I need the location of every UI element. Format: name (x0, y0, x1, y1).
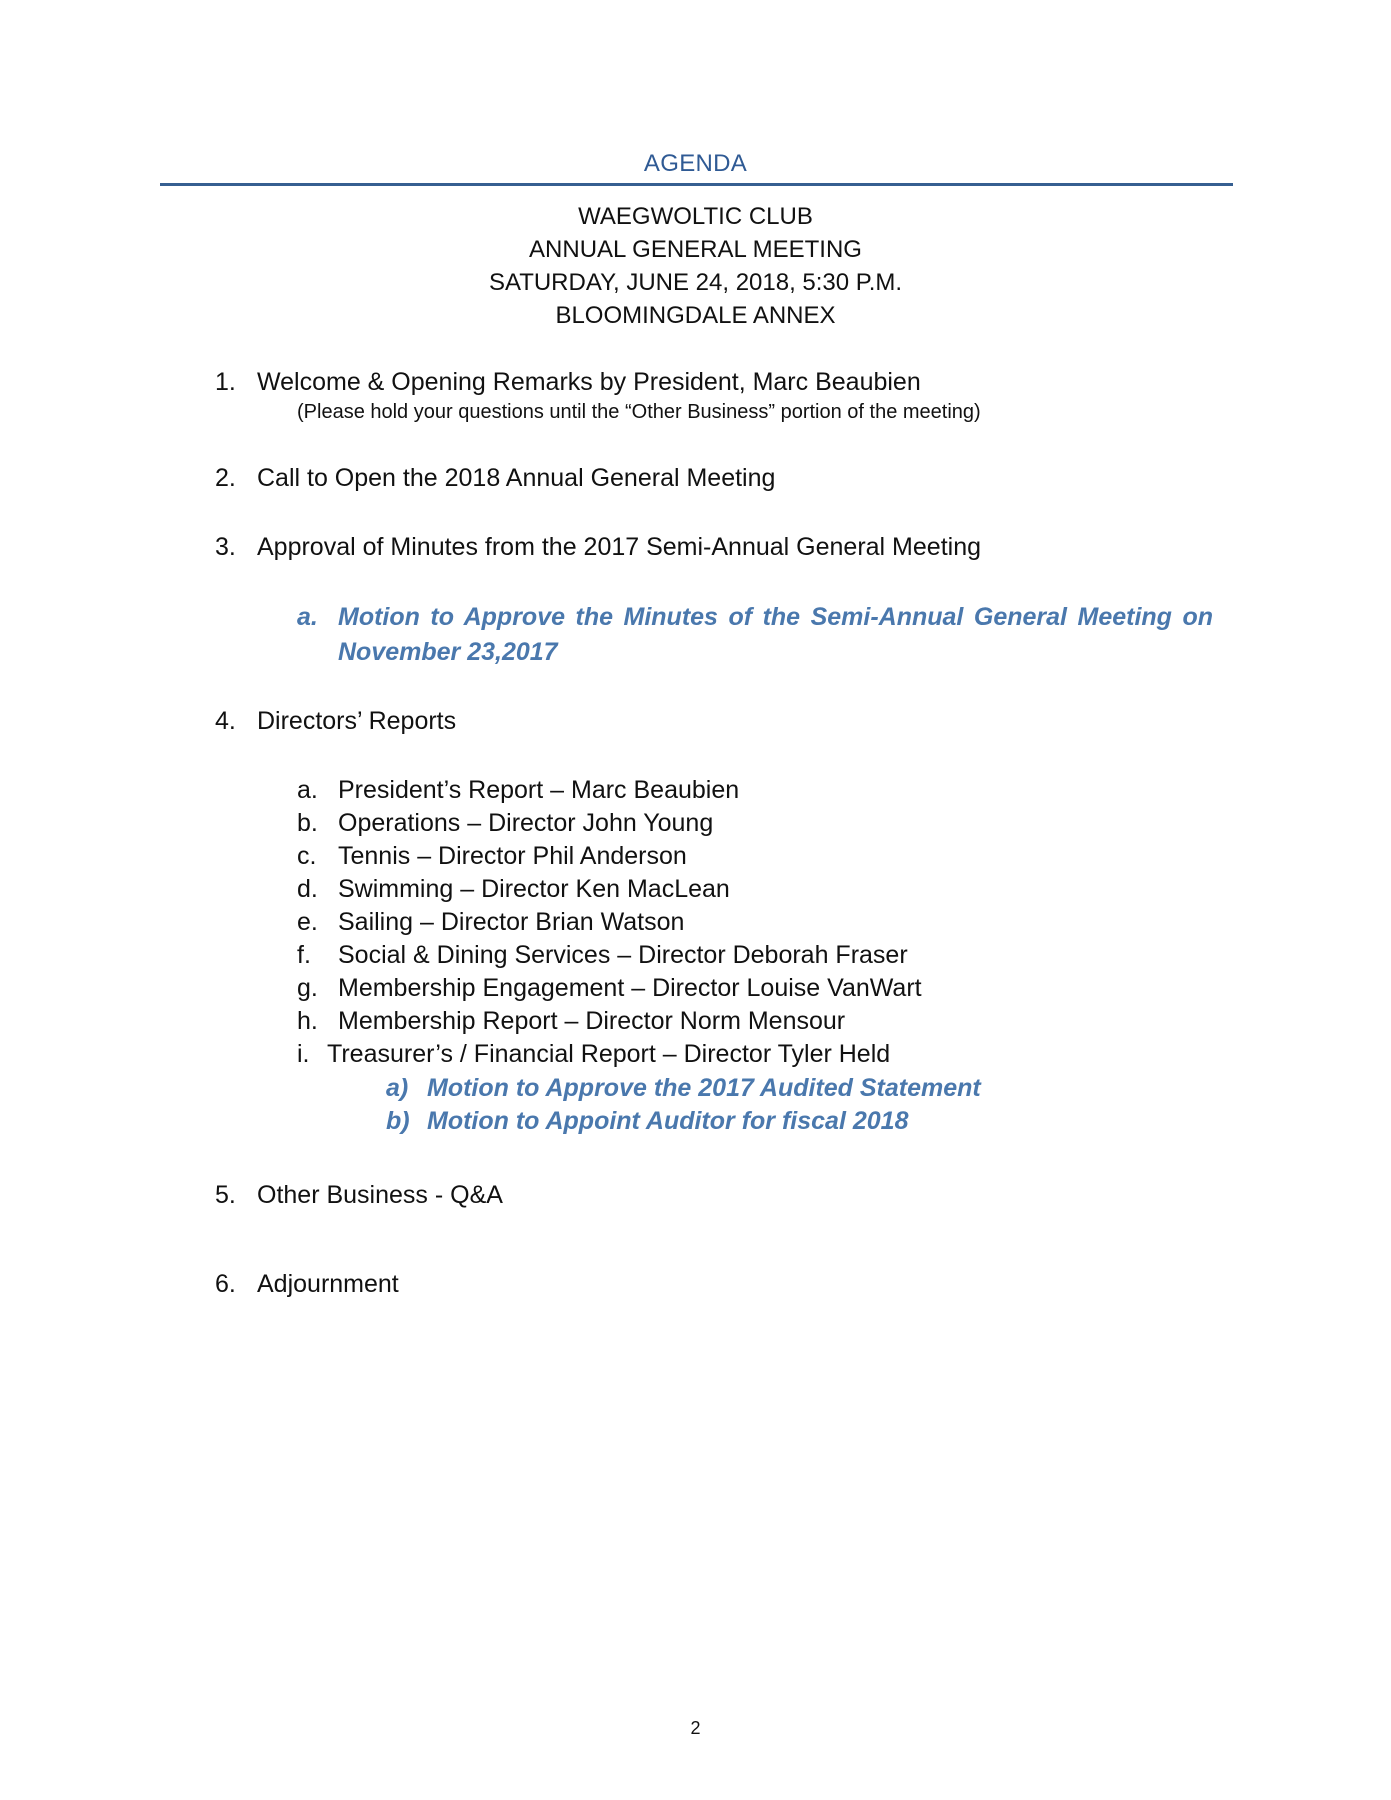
agenda-item-number: 4. (215, 707, 236, 735)
agenda-item-number: 1. (215, 368, 236, 396)
meeting-header (0, 200, 1391, 332)
subitem-swimming: Swimming – Director Ken MacLean (338, 875, 730, 903)
agenda-item-text: Other Business - Q&A (257, 1181, 503, 1209)
agenda-item-text: Call to Open the 2018 Annual General Meeting (257, 464, 776, 492)
subitem-letter: e. (297, 908, 318, 936)
subitem-letter: i. (297, 1040, 310, 1068)
subitem-letter: c. (297, 842, 317, 870)
subitem-presidents-report: President’s Report – Marc Beaubien (338, 776, 740, 804)
agenda-item-number: 6. (215, 1270, 236, 1298)
agenda-item-text: Directors’ Reports (257, 707, 457, 735)
subitem-operations: Operations – Director John Young (338, 809, 714, 837)
agenda-item-text: Welcome & Opening Remarks by President, Marc Beaubien (257, 368, 921, 396)
motion-letter: a) (386, 1074, 409, 1102)
motion-letter: b) (386, 1107, 410, 1135)
motion-appoint-auditor: Motion to Appoint Auditor for fiscal 2018 (427, 1107, 909, 1135)
meeting-date: SATURDAY, JUNE 24, 2018, 5:30 P.M. (488, 269, 903, 296)
meeting-name: ANNUAL GENERAL MEETING (529, 236, 862, 263)
subitem-letter: d. (297, 875, 318, 903)
agenda-item-number: 3. (215, 533, 236, 561)
agenda-item-number: 5. (215, 1181, 236, 1209)
agenda-item-note: (Please hold your questions until the “Other Business” portion of the meeting) (297, 401, 981, 423)
subitem-letter: a. (297, 776, 318, 804)
subitem-letter: f. (297, 941, 311, 969)
subitem-letter: h. (297, 1007, 318, 1035)
subitem-tennis: Tennis – Director Phil Anderson (338, 842, 687, 870)
motion-letter: a. (297, 603, 318, 631)
motion-approve-minutes: Motion to Approve the Minutes of the Semi-Annual General Meeting on November 23,2017 (338, 603, 1213, 666)
agenda-item-number: 2. (215, 464, 236, 492)
subitem-treasurers-report: Treasurer’s / Financial Report – Director Tyler Held (327, 1040, 891, 1068)
subitem-membership-engagement: Membership Engagement – Director Louise VanWart (338, 974, 922, 1002)
subitem-sailing: Sailing – Director Brian Watson (338, 908, 685, 936)
motion-approve-audited-statement: Motion to Approve the 2017 Audited Statement (427, 1074, 981, 1102)
club-name: WAEGWOLTIC CLUB (578, 203, 813, 230)
subitem-membership-report: Membership Report – Director Norm Mensour (338, 1007, 846, 1035)
agenda-item-text: Approval of Minutes from the 2017 Semi-Annual General Meeting (257, 533, 981, 561)
subitem-letter: g. (297, 974, 318, 1002)
subitem-social-dining: Social & Dining Services – Director Deborah Fraser (338, 941, 908, 969)
meeting-location: BLOOMINGDALE ANNEX (555, 302, 836, 329)
agenda-item-text: Adjournment (257, 1270, 399, 1298)
page-number: 2 (690, 1718, 701, 1738)
subitem-letter: b. (297, 809, 318, 837)
document-title: AGENDA (643, 150, 748, 177)
title-divider (160, 183, 1233, 186)
